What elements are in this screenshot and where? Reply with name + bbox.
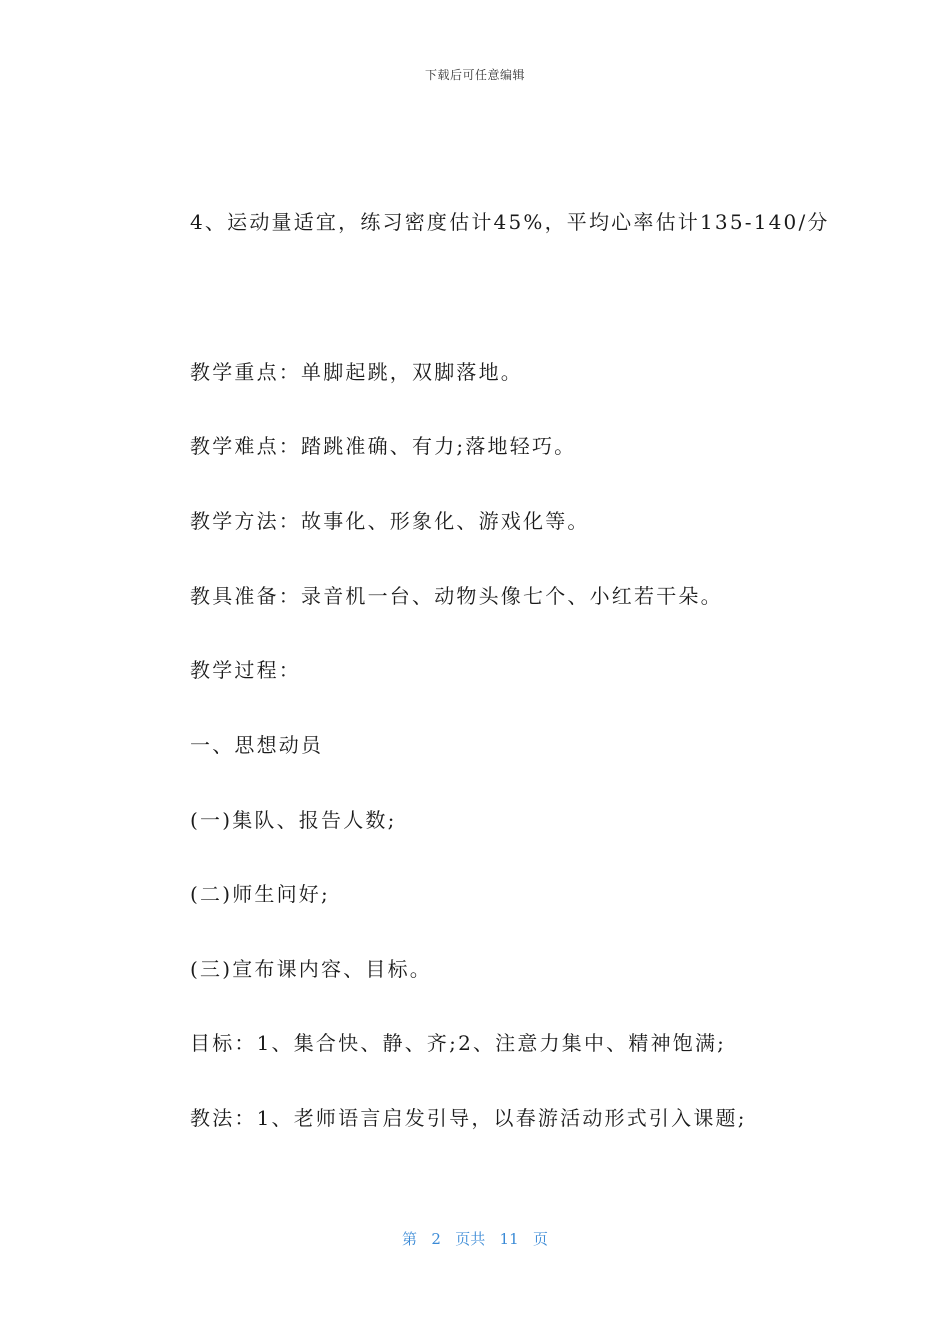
body-line-method: 教学方法：故事化、形象化、游戏化等。 bbox=[190, 509, 590, 533]
footer-prefix: 第 bbox=[402, 1230, 418, 1248]
footer-total-pages: 11 bbox=[499, 1230, 519, 1248]
body-line-step-one: (一)集队、报告人数; bbox=[190, 808, 397, 832]
body-line-process-heading: 教学过程： bbox=[190, 658, 301, 682]
header-note: 下载后可任意编辑 bbox=[424, 68, 525, 82]
body-line-teaching-method: 教法：1、老师语言启发引导，以春游活动形式引入课题; bbox=[190, 1106, 747, 1130]
body-line-difficulty: 教学难点：踏跳准确、有力;落地轻巧。 bbox=[190, 434, 577, 458]
body-line-step-two: (二)师生问好; bbox=[190, 882, 330, 906]
body-line-exercise-load: 4、运动量适宜，练习密度估计45%，平均心率估计135-140/分 bbox=[190, 210, 830, 234]
body-line-step-three: (三)宣布课内容、目标。 bbox=[190, 957, 433, 981]
body-line-section-one: 一、思想动员 bbox=[190, 733, 324, 757]
body-line-equipment: 教具准备：录音机一台、动物头像七个、小红若干朵。 bbox=[190, 584, 723, 608]
body-line-key-point: 教学重点：单脚起跳，双脚落地。 bbox=[190, 360, 523, 384]
page-footer bbox=[0, 1228, 950, 1249]
footer-middle: 页共 bbox=[455, 1230, 486, 1248]
footer-suffix: 页 bbox=[532, 1230, 548, 1248]
body-line-goals: 目标：1、集合快、静、齐;2、注意力集中、精神饱满; bbox=[190, 1031, 727, 1055]
footer-page-number: 2 bbox=[431, 1230, 441, 1248]
